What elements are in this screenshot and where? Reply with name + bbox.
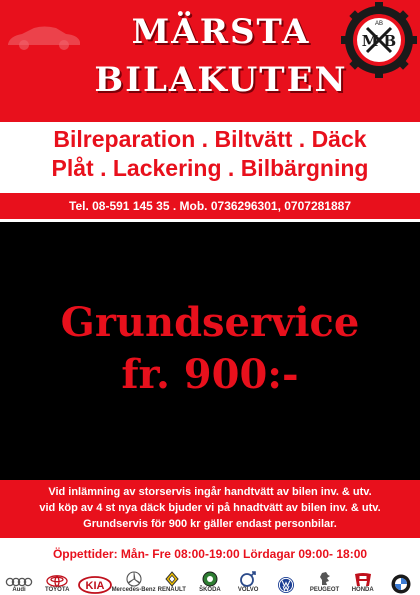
promo-panel [0, 222, 420, 480]
services-line-2: Plåt . Lackering . Bilbärgning [51, 155, 369, 181]
promo-line-2: fr. 900:- [121, 351, 299, 398]
phone-numbers: Tel. 08-591 145 35 . Mob. 0736296301, 0707281887 [69, 199, 351, 213]
brand-audi [4, 577, 34, 594]
volvo-icon [239, 571, 257, 587]
kia-icon [78, 576, 112, 594]
skoda-icon [202, 571, 218, 587]
brand-logos [4, 568, 416, 594]
audi-icon [4, 577, 34, 587]
brand-label: Audi [12, 587, 26, 593]
brand-volvo [233, 571, 263, 594]
brand-label: PEUGEOT [309, 587, 340, 593]
info-line-1: Vid inlämning av storservis ingår handtvätt av bilen inv. & utv. [48, 486, 372, 498]
promo-line-1: Grundservice [60, 299, 360, 346]
brand-label: Mercedes-Benz [111, 587, 156, 593]
promo-text [0, 297, 420, 401]
brand-label: HONDA [351, 587, 374, 593]
brand-toyota [42, 575, 72, 594]
car-icon [4, 22, 84, 52]
services-list [0, 122, 420, 188]
info-line-3: Grundservis för 900 kr gäller endast personbilar. [83, 518, 337, 530]
brand-peugeot [310, 571, 340, 594]
brand-mercedes [111, 571, 156, 594]
mercedes-icon [126, 571, 142, 587]
brand-label: TOYOTA [44, 587, 70, 593]
brand-skoda [195, 571, 225, 594]
honda-icon [352, 573, 374, 587]
company-logo [341, 2, 417, 78]
volkswagen-icon [277, 576, 295, 594]
business-title [86, 8, 356, 104]
brand-label: VOLVO [237, 587, 259, 593]
logo-letters: M B [361, 32, 397, 50]
brand-label: ŠKODA [199, 587, 221, 593]
title-line-2: BILAKUTEN [94, 60, 348, 100]
brand-bmw [386, 574, 416, 594]
logo-small-text: AB [374, 21, 384, 27]
brand-volkswagen [271, 576, 301, 594]
brand-renault [157, 571, 187, 594]
renault-icon [165, 571, 179, 587]
brand-kia [80, 576, 110, 594]
kia-mark: KIA [85, 580, 105, 592]
toyota-icon [42, 575, 72, 587]
brand-label: RENAULT [157, 587, 186, 593]
header-banner [0, 0, 420, 122]
services-line-1: Bilreparation . Biltvätt . Däck [53, 126, 367, 152]
bmw-icon [391, 574, 411, 594]
contact-bar [0, 193, 420, 219]
peugeot-icon [318, 571, 332, 587]
info-bar [0, 480, 420, 538]
title-line-1: MÄRSTA [131, 12, 311, 52]
info-line-2: vid köp av 4 st nya däck bjuder vi på hnadtvätt av bilen inv. & utv. [39, 502, 381, 514]
brand-honda [348, 573, 378, 594]
opening-hours: Öppettider: Mån- Fre 08:00-19:00 Lördagar 09:00- 18:00 [52, 547, 368, 561]
